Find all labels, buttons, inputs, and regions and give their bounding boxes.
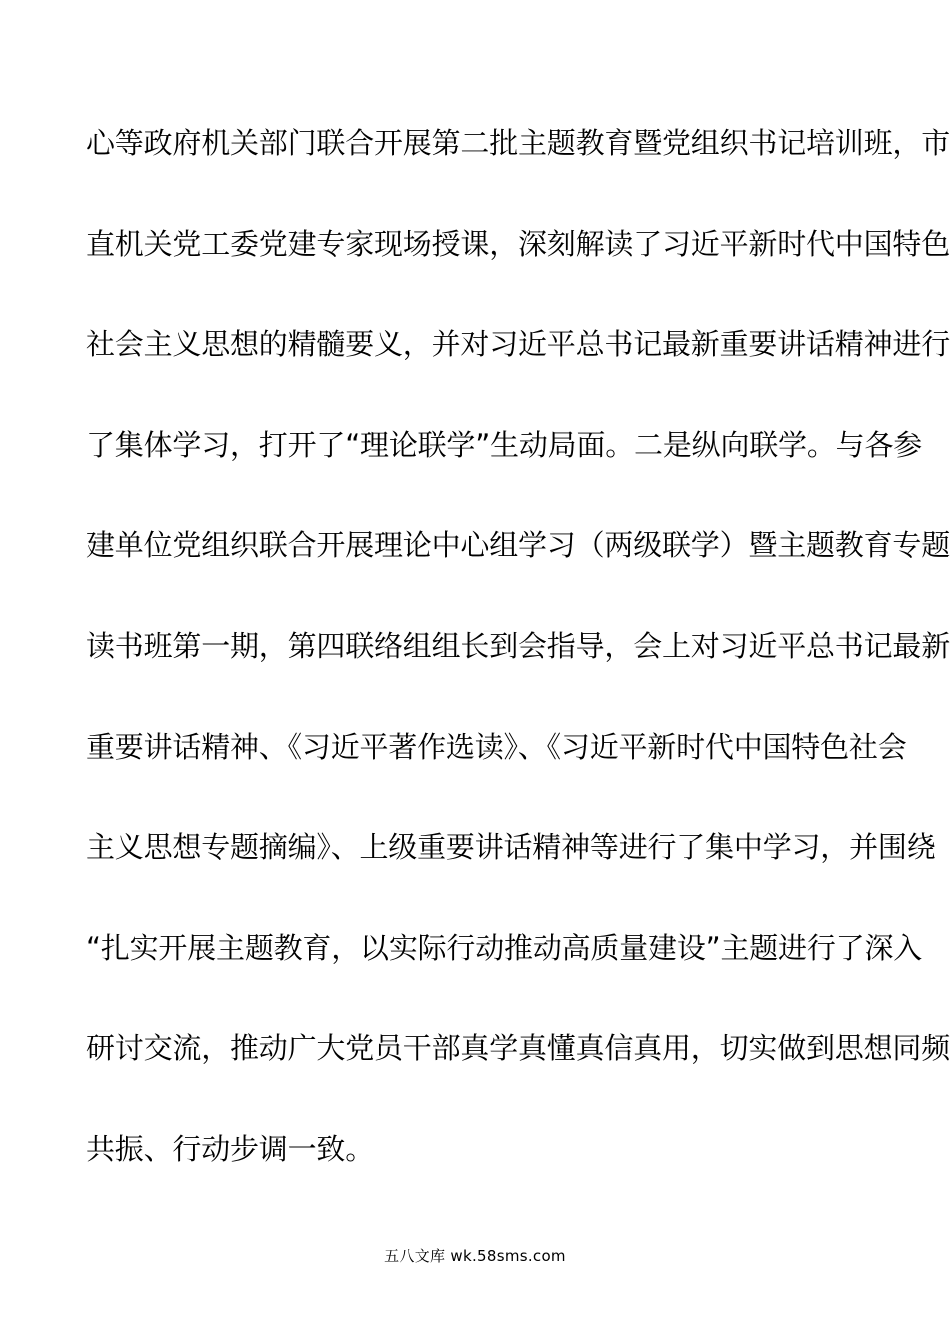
- text-line: 了集体学习，打开了“理论联学”生动局面。二是纵向联学。与各参: [86, 427, 923, 462]
- body-paragraph: [86, 118, 950, 1225]
- text-line: 研讨交流，推动广大党员干部真学真懂真信真用，切实做到思想同频: [86, 1031, 950, 1066]
- text-line: 读书班第一期，第四联络组组长到会指导，会上对习近平总书记最新: [86, 628, 950, 663]
- text-line: 社会主义思想的精髓要义，并对习近平总书记最新重要讲话精神进行: [86, 327, 950, 362]
- text-line: “扎实开展主题教育，以实际行动推动高质量建设”主题进行了深入: [86, 930, 923, 965]
- page-footer: 五八文库 wk.58sms.com: [384, 1247, 566, 1265]
- text-line: 共振、行动步调一致。: [86, 1131, 375, 1166]
- text-line: 建单位党组织联合开展理论中心组学习（两级联学）暨主题教育专题: [86, 528, 950, 563]
- text-line: 心等政府机关部门联合开展第二批主题教育暨党组织书记培训班，市: [86, 126, 950, 160]
- text-line: 直机关党工委党建专家现场授课，深刻解读了习近平新时代中国特色: [86, 226, 950, 261]
- text-line: 主义思想专题摘编》、上级重要讲话精神等进行了集中学习，并围绕: [86, 830, 936, 865]
- text-line: 重要讲话精神、《习近平著作选读》、《习近平新时代中国特色社会: [86, 729, 907, 764]
